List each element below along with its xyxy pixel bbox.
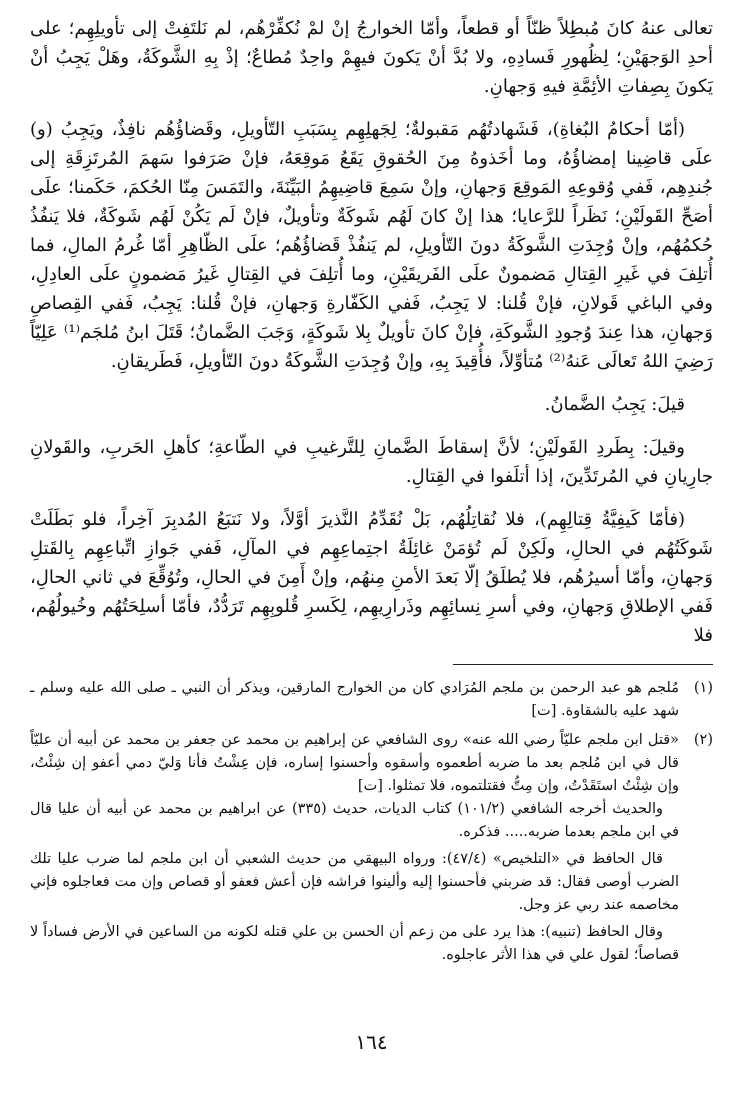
footnote-2 — [30, 729, 713, 971]
paragraph-3: قيلَ: يَجِبُ الضَّمانُ. — [544, 394, 685, 415]
footnote-number: (١) — [693, 680, 713, 696]
footnote-sub-note: قال الحافظ في «التلخيص» (٤٧/٤): ورواه البيهقي من حديث الشعبي أن ابن ملجم لما ضرب عليا تلك الضرب أوصى فقال: قد ضربني فأحسنوا إليه وألينوا فراشه فإن أعش فعفو أو قصاص وإن مت فعاجلوه فإني مخاصمه عند ربي عز وجل. — [30, 851, 679, 913]
footnote-1 — [30, 677, 713, 723]
footnote-body — [30, 729, 679, 971]
footnotes — [30, 677, 713, 971]
page-number: ١٦٤ — [355, 1030, 388, 1054]
footnote-number: (٢) — [693, 732, 713, 748]
footnote-text: «قتل ابن ملجم عليّاً رضي الله عنه» روى الشافعي عن إبراهيم بن محمد عن جعفر بن محمد عن أبيه أن عليّاً قال في ابن مُلجم بعد ما ضربه أطعموه وأسقوه وأحسنوا إساره، فإن عِشْتُ فأنا وَليّ دمي أعفو إن شِئْتُ، وإن شِئْتُ استَقَدْتُ، وإن مِتُّ فقتلتموه، فلا تمثلوا. [ت] — [30, 732, 679, 794]
footnote-text: مُلجم هو عبد الرحمن بن ملجم المُرَادي كان من الخوارج المارقين، ويذكر أن النبي ـ صلى الله عليه وسلم ـ شهد عليه بالشقاوة. [ت] — [30, 680, 679, 719]
paragraph-1: تعالى عنهُ كانَ مُبطِلاً ظنّاً أو قطعاً، وأمّا الخوارجُ إنْ لمْ نُكفِّرْهُم، لم نَلتَفِتْ إلى تأويلِهِم؛ على أحدِ الوَجهَيْنِ؛ لِظُهورِ فَسادِهِ، ولا بُدَّ أنْ يَكونَ فيهِمْ واحِدٌ مُطاعٌ؛ إذْ بِهِ الشَّوكَةُ، وهَلْ يَجِبُ أنْ يَكونَ بِصِفاتِ الأئِمَّةِ فيهِ وَجهانِ. — [30, 18, 713, 97]
paragraph-4: وقيلَ: بِطَردِ القَولَيْنِ؛ لأنَّ إسقاطَ الضَّمانِ لِلتَّرغيبِ في الطّاعةِ؛ كأهلِ الحَربِ، والقَولانِ جارِيانِ في المُرتَدِّينَ، إذا أتلَفوا في القِتالِ. — [30, 437, 713, 487]
footnote-body — [30, 677, 679, 723]
main-text — [30, 14, 713, 650]
footnote-sub-notes — [30, 798, 679, 967]
paragraph-2: (أمّا أحكامُ البُغاةِ)، فَشَهادتُهُم مَقبولةٌ؛ لِجَهلِهِم بِسَبَبِ التّأويلِ، وقَضاؤُهُم نافِذٌ، ويَجِبُ (و) علَى قاضِينا إمضاؤُهُ، وما أخَذوهُ مِنَ الحُقوقِ يَقَعُ مَوقِعَهُ، فإنْ صَرَفوا سَهمَ المُرتَزِقَةِ إلى جُندِهِم، فَفي وُقوعِهِ المَوقِعَ وَجهانِ، وإنْ سَمِعَ قاضِيهِمُ البَيِّنَةَ، والتَمَسَ مِنّا الحُكمَ، حَكَمنا؛ علَى أصَحِّ القَولَيْنِ؛ نَظَراً للرَّعايا؛ هذا إنْ كانَ لَهُم شَوكَةٌ وتأويلٌ، فإنْ لَم يَكُنْ لَهُم شَوكَةٌ، فلا يَنفُذُ حُكمُهُم، وإنْ وُجِدَتِ الشَّوكَةُ دونَ التّأويلِ، لم يَنفُذْ قَضاؤُهُم؛ علَى الظّاهِرِ أمّا غُرمُ المالِ، فما أُتلِفَ في غَيرِ القِتالِ مَضمونٌ علَى الفَريقَيْنِ، وما أُتلِفَ في القِتالِ غَيرُ مَضمونٍ علَى العادِلِ، وفي الباغي قَولانِ، فإنْ قُلنا: لا يَجِبُ، فَفي الكَفّارةِ وَجهانِ، فإنْ قُلنا: يَجِبُ، فَفي القِصاصِ وَجهانِ، هذا عِندَ وُجودِ الشَّوكَةِ، فإنْ كانَ تأويلٌ بِلا شَوكَةٍ، وَجَبَ الضَّمانُ؛ قَتَلَ ابنُ مُلجَم⁽¹⁾ عَلِيّاً رَضِيَ اللهُ تَعالَى عَنهُ⁽²⁾ مُتأوِّلاً، فأُقِيدَ بِهِ، وإنْ وُجِدَتِ الشَّوكَةُ دونَ التّأويلِ، فَطَريقانِ. — [30, 119, 713, 372]
footnote-sub-note: وقال الحافظ (تنبيه): هذا يرد على من زعم أن الحسن بن علي قتله لكونه من الساعين في الأرض فساداً لا قصاصاً؛ لقول علي في هذا الأثر عاجلوه. — [30, 924, 679, 963]
paragraph-5: (فأمّا كَيفِيَّةُ قِتالِهِم)، فلا نُقاتِلُهُم، بَلْ نُقَدِّمُ النَّذيرَ أوَّلاً، ولا نَتبَعُ المُدبِرَ آخِراً، فلو بَطَلَتْ شَوكَتُهُم في الحالِ، ولَكِنْ لَم تُؤمَنْ غائِلَةُ اجتِماعِهِم في المآلِ، فَفي جَوازِ اتِّباعِهِم بِالقَتلِ وَجهانِ، وأمّا أسيرُهُم، فلا يُطلَقُ إلّا بَعدَ الأمنِ مِنهُم، وإنْ أَمِنَ في الحالِ، وتُوُقِّعَ في ثاني الحالِ، فَفي الإطلاقِ وَجهانِ، وفي أسرِ نِسائِهِم وذَرارِيهِم، لِكَسرِ قُلوبِهِم تَرَدُّدٌ، فأمّا أسلِحَتُهُم وخُيولُهُم، فلا — [30, 509, 713, 646]
footnote-sub-note: والحديث أخرجه الشافعي (١٠١/٢) كتاب الديات، حديث (٣٣٥) عن ابراهيم بن محمد عن أبيه أن عليا قال في ابن ملجم بعدما ضربه..... فذكره. — [30, 801, 679, 840]
footnote-divider — [453, 664, 713, 665]
